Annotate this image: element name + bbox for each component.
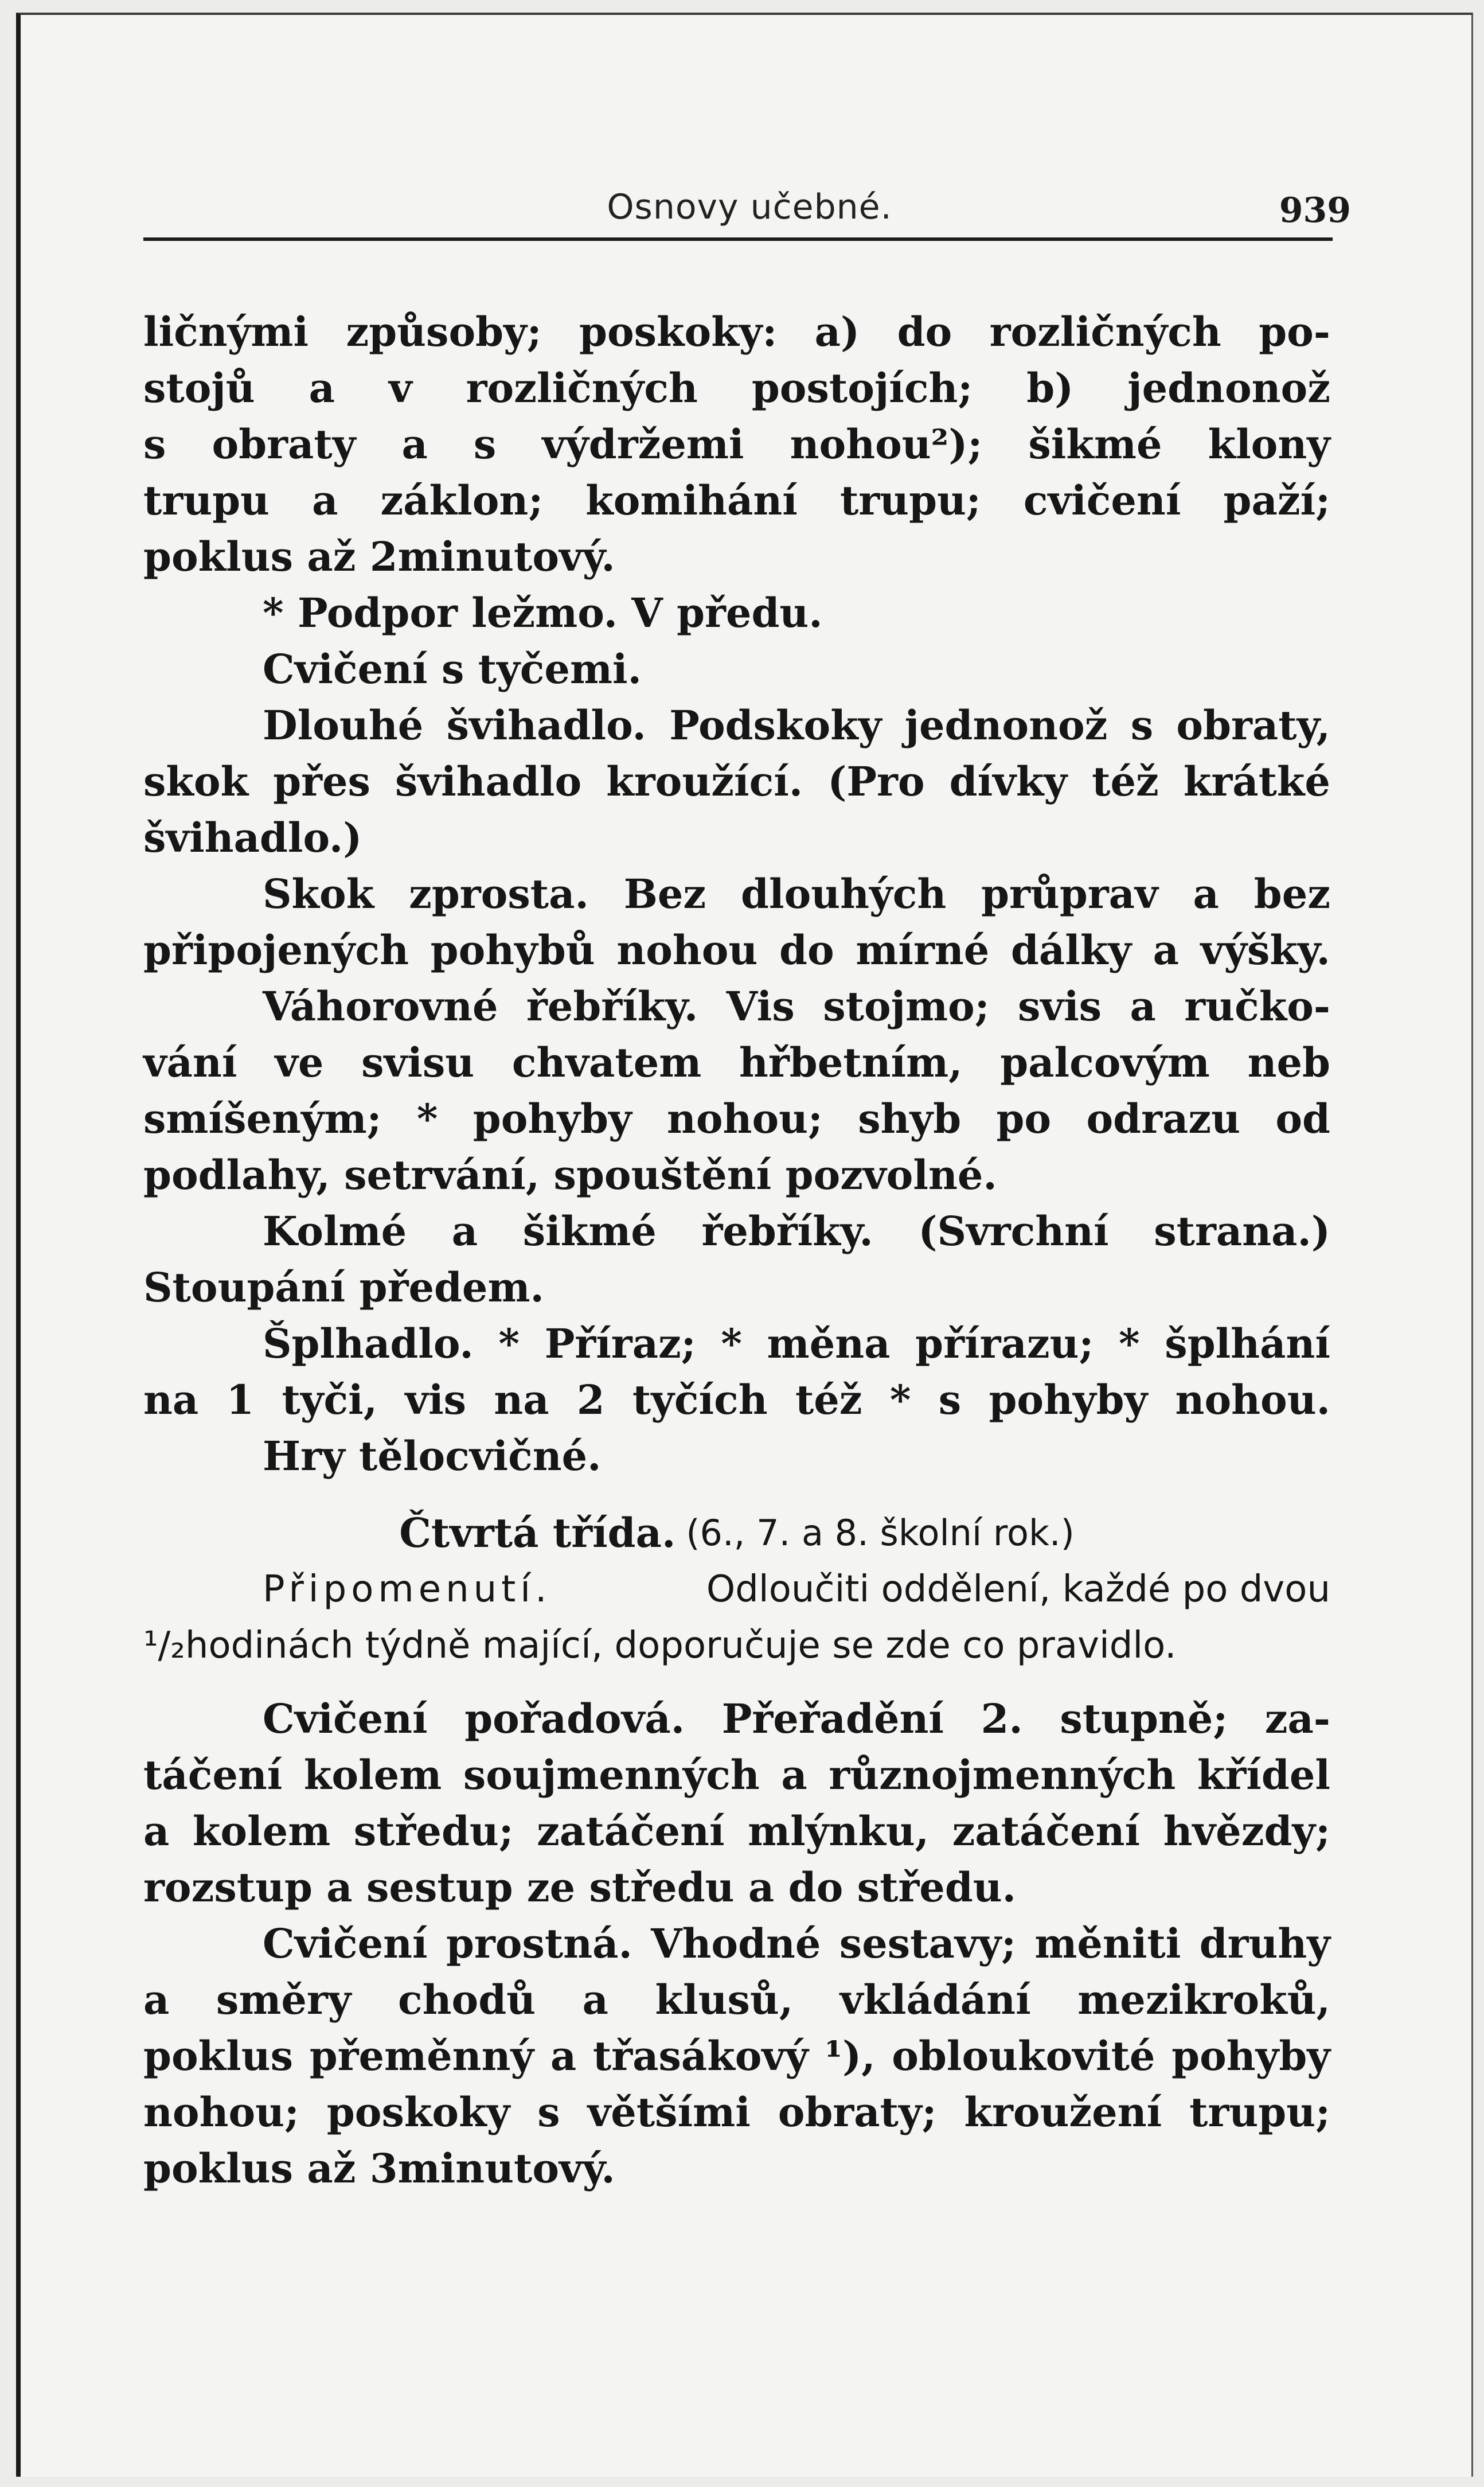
text-line-content: trupu a záklon; komihání trupu; cvičení paží; bbox=[143, 477, 1330, 524]
text-line bbox=[143, 529, 1330, 585]
text-line-content: švihadlo.) bbox=[143, 814, 362, 862]
text-line bbox=[143, 1916, 1330, 1972]
text-line bbox=[143, 360, 1330, 416]
text-line-content: rozstup a sestup ze středu a do středu. bbox=[143, 1864, 1017, 1911]
running-title: Osnovy učebné. bbox=[607, 187, 892, 227]
text-line bbox=[143, 1860, 1330, 1916]
text-line bbox=[143, 2028, 1330, 2084]
text-line-content: ličnými způsoby; poskoky: a) do rozličných po- bbox=[143, 308, 1330, 356]
note-label: Připomenutí. bbox=[263, 1568, 552, 1611]
text-line-content: s obraty a s výdržemi nohou²); šikmé klony bbox=[143, 420, 1330, 468]
note-text: ¹/₂hodinách týdně mající, doporučuje se zde co pravidlo. bbox=[143, 1624, 1177, 1667]
text-line bbox=[143, 1260, 1330, 1316]
text-line bbox=[143, 866, 1330, 922]
text-line bbox=[143, 1316, 1330, 1372]
text-line-content: Cvičení pořadová. Přeřadění 2. stupně; za- bbox=[263, 1695, 1330, 1743]
note-line bbox=[143, 1561, 1330, 1617]
text-line-content: Stoupání předem. bbox=[143, 1264, 544, 1311]
text-line-content: a směry chodů a klusů, vkládání mezikroků, bbox=[143, 1976, 1330, 2024]
text-line bbox=[143, 810, 1330, 866]
text-line bbox=[143, 2141, 1330, 2197]
text-line-content: Šplhadlo. * Příraz; * měna přírazu; * šplhání bbox=[263, 1320, 1330, 1367]
text-block-fourth-grade bbox=[143, 1691, 1330, 2197]
text-line-content: na 1 tyči, vis na 2 tyčích též * s pohyby nohou. bbox=[143, 1376, 1330, 1424]
text-line-content: smíšeným; * pohyby nohou; shyb po odrazu od bbox=[143, 1095, 1330, 1143]
text-line-content: Kolmé a šikmé řebříky. (Svrchní strana.) bbox=[263, 1207, 1330, 1255]
text-line-content: vání ve svisu chvatem hřbetním, palcovým neb bbox=[143, 1039, 1330, 1086]
text-line-content: táčení kolem soujmenných a různojmenných křídel bbox=[143, 1751, 1330, 1799]
text-line bbox=[143, 1747, 1330, 1803]
text-block-third-grade-continued bbox=[143, 304, 1330, 1484]
header-rule bbox=[143, 237, 1333, 241]
body-text bbox=[143, 304, 1330, 2197]
note-line bbox=[143, 1617, 1330, 1674]
note-block bbox=[143, 1561, 1330, 1674]
text-line bbox=[143, 1428, 1330, 1484]
text-line-content: nohou; poskoky s většími obraty; kroužení trupu; bbox=[143, 2088, 1330, 2136]
text-line bbox=[143, 1091, 1330, 1147]
text-line bbox=[143, 922, 1330, 979]
page-number: 939 bbox=[1279, 190, 1351, 231]
text-line bbox=[143, 1691, 1330, 1747]
text-line-content: poklus až 2minutový. bbox=[143, 533, 615, 580]
section-title: Čtvrtá třída. bbox=[399, 1509, 676, 1557]
text-line bbox=[143, 1372, 1330, 1428]
text-line bbox=[143, 1203, 1330, 1260]
text-line-content: skok přes švihadlo kroužící. (Pro dívky též krátké bbox=[143, 758, 1330, 805]
text-line bbox=[143, 2084, 1330, 2141]
text-line-content: připojených pohybů nohou do mírné dálky a výšky. bbox=[143, 926, 1330, 974]
text-line bbox=[143, 1035, 1330, 1091]
text-line-content: poklus až 3minutový. bbox=[143, 2145, 615, 2192]
text-line-content: * Podpor ležmo. V předu. bbox=[263, 589, 823, 637]
text-line-content: Váhorovné řebříky. Vis stojmo; svis a ručko- bbox=[263, 983, 1330, 1030]
text-line bbox=[143, 1972, 1330, 2028]
text-line-content: poklus přeměnný a třasákový ¹), obloukovité pohyby bbox=[143, 2032, 1330, 2080]
section-subtitle: (6., 7. a 8. školní rok.) bbox=[686, 1512, 1075, 1554]
text-line-content: Skok zprosta. Bez dlouhých průprav a bez bbox=[263, 870, 1330, 918]
note-text: Odloučiti oddělení, každé po dvou bbox=[706, 1568, 1330, 1611]
text-line-content: Cvičení s tyčemi. bbox=[263, 645, 642, 693]
text-line bbox=[143, 979, 1330, 1035]
text-line bbox=[143, 585, 1330, 641]
text-line bbox=[143, 697, 1330, 754]
page-header bbox=[148, 187, 1351, 256]
text-line bbox=[143, 304, 1330, 360]
text-line-content: podlahy, setrvání, spouštění pozvolné. bbox=[143, 1151, 997, 1199]
text-line-content: Cvičení prostná. Vhodné sestavy; měniti druhy bbox=[263, 1920, 1330, 1967]
text-line bbox=[143, 473, 1330, 529]
text-line-content: stojů a v rozličných postojích; b) jednonož bbox=[143, 364, 1330, 412]
text-line-content: Hry tělocvičné. bbox=[263, 1432, 602, 1480]
text-line-content: a kolem středu; zatáčení mlýnku, zatáčení hvězdy; bbox=[143, 1807, 1330, 1855]
text-line bbox=[143, 641, 1330, 697]
text-line bbox=[143, 1803, 1330, 1860]
text-line bbox=[143, 416, 1330, 473]
text-line-content: Dlouhé švihadlo. Podskoky jednonož s obraty, bbox=[263, 701, 1330, 749]
text-line bbox=[143, 754, 1330, 810]
section-heading bbox=[143, 1505, 1330, 1561]
text-line bbox=[143, 1147, 1330, 1203]
